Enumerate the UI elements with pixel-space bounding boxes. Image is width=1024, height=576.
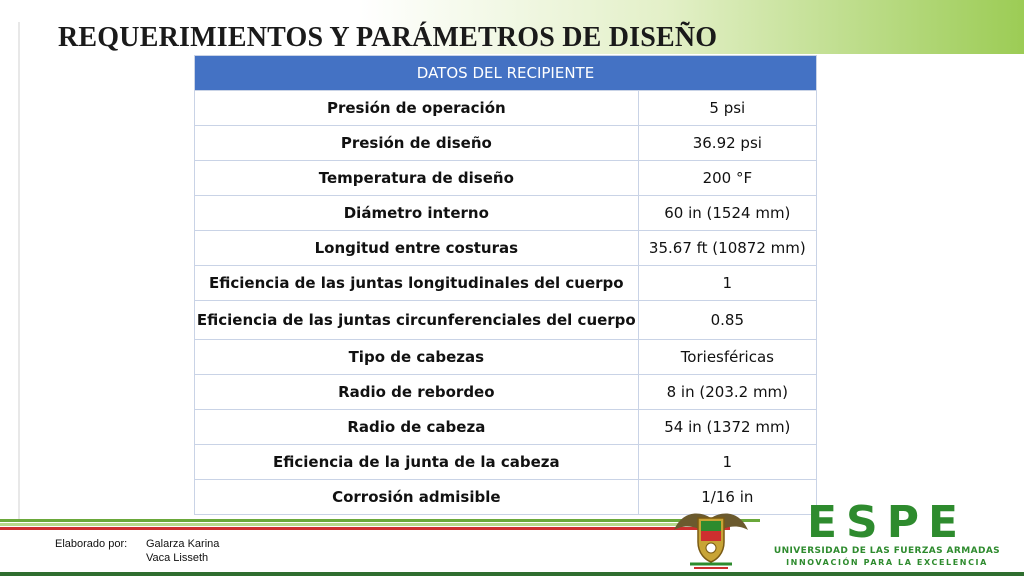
row-value: 35.67 ft (10872 mm): [638, 231, 816, 266]
row-label: Presión de operación: [195, 91, 639, 126]
row-value: 54 in (1372 mm): [638, 410, 816, 445]
row-value: 200 °F: [638, 161, 816, 196]
table-row: [195, 410, 817, 445]
table-row: [195, 445, 817, 480]
row-label: Presión de diseño: [195, 126, 639, 161]
table-header: DATOS DEL RECIPIENTE: [195, 56, 817, 91]
left-rule: [18, 22, 20, 522]
row-label: Eficiencia de la junta de la cabeza: [195, 445, 639, 480]
row-label: Radio de cabeza: [195, 410, 639, 445]
vessel-data-table: [194, 55, 817, 515]
footer-stripe-red: [0, 527, 730, 530]
table-row: [195, 161, 817, 196]
row-label: Diámetro interno: [195, 196, 639, 231]
row-label: Corrosión admisible: [195, 480, 639, 515]
table-row: [195, 196, 817, 231]
table-header-row: [195, 56, 817, 91]
row-label: Eficiencia de las juntas longitudinales del cuerpo: [195, 266, 639, 301]
logo-university-name: UNIVERSIDAD DE LAS FUERZAS ARMADAS: [773, 546, 1001, 556]
credit-label: Elaborado por:: [55, 538, 128, 550]
row-value: 60 in (1524 mm): [638, 196, 816, 231]
row-value: 1/16 in: [638, 480, 816, 515]
row-label: Tipo de cabezas: [195, 340, 639, 375]
table-row: [195, 231, 817, 266]
row-value: 1: [638, 445, 816, 480]
row-value: 0.85: [638, 301, 816, 340]
table-row: [195, 91, 817, 126]
row-value: Toriesféricas: [638, 340, 816, 375]
row-value: 36.92 psi: [638, 126, 816, 161]
table-row: [195, 266, 817, 301]
row-label: Radio de rebordeo: [195, 375, 639, 410]
row-value: 5 psi: [638, 91, 816, 126]
logo-wordmark: ESPE: [806, 497, 968, 548]
footer-bottom-line: [0, 572, 1024, 576]
table-row: [195, 375, 817, 410]
credit-authors: [146, 537, 219, 565]
espe-logo: [760, 497, 1014, 572]
table-row: [195, 126, 817, 161]
row-label: Temperatura de diseño: [195, 161, 639, 196]
row-label: Eficiencia de las juntas circunferenciales del cuerpo: [195, 301, 639, 340]
table-row: [195, 340, 817, 375]
footer-stripe-light-green: [0, 523, 700, 526]
university-crest-icon: [668, 500, 754, 572]
logo-motto: INNOVACIÓN PARA LA EXCELENCIA: [786, 558, 988, 567]
slide-title: REQUERIMIENTOS Y PARÁMETROS DE DISEÑO: [58, 22, 718, 53]
author-name: Vaca Lisseth: [146, 552, 209, 564]
row-value: 1: [638, 266, 816, 301]
footer-stripe-green: [0, 519, 760, 522]
row-label: Longitud entre costuras: [195, 231, 639, 266]
author-name: Galarza Karina: [146, 538, 220, 550]
row-value: 8 in (203.2 mm): [638, 375, 816, 410]
table-row: [195, 301, 817, 340]
